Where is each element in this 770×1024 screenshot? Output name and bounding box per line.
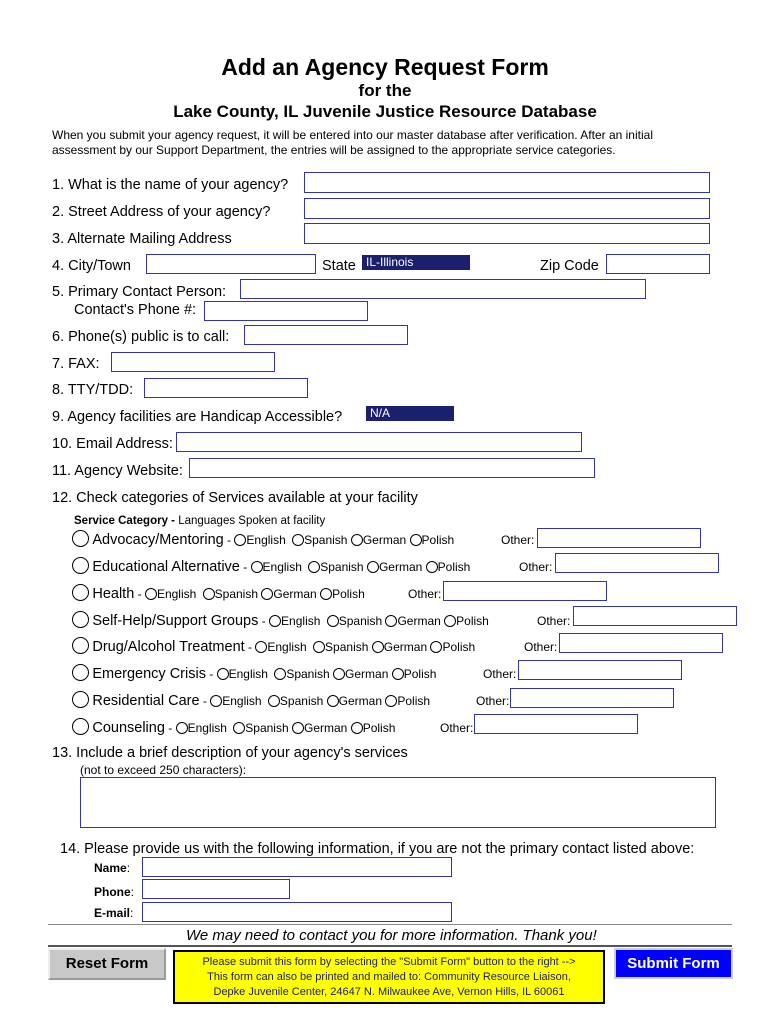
category-label: Drug/Alcohol Treatment <box>92 639 245 655</box>
category-label: Emergency Crisis <box>92 666 206 682</box>
category-radio[interactable] <box>72 557 89 574</box>
reset-button[interactable]: Reset Form <box>48 948 166 980</box>
q1-label: 1. What is the name of your agency? <box>52 177 289 193</box>
polish-radio[interactable] <box>444 615 456 627</box>
german-label: German <box>338 694 382 708</box>
q12-label: 12. Check categories of Services available at your facility <box>52 490 418 506</box>
german-label: German <box>397 614 441 628</box>
service-row-advocacy: Advocacy/Mentoring - English Spanish German Polish <box>72 530 454 548</box>
other-input-residential[interactable] <box>510 688 674 708</box>
primary-contact-input[interactable] <box>240 279 646 299</box>
category-radio[interactable] <box>72 718 89 735</box>
category-label: Self-Help/Support Groups <box>92 613 259 629</box>
service-row-health: Health - English Spanish German Polish <box>72 584 365 602</box>
polish-radio[interactable] <box>426 561 438 573</box>
category-radio[interactable] <box>72 637 89 654</box>
category-radio[interactable] <box>72 691 89 708</box>
polish-label: Polish <box>403 667 437 681</box>
submit-info-line-1: Please submit this form by selecting the "Submit Form" button to the right --> <box>202 956 576 968</box>
city-input[interactable] <box>146 254 316 274</box>
spanish-radio[interactable] <box>308 561 320 573</box>
q2-label: 2. Street Address of your agency? <box>52 204 271 220</box>
other-label: Other: <box>476 694 510 708</box>
form-subtitle-database: Lake County, IL Juvenile Justice Resource Database <box>173 102 597 121</box>
service-row-emergency: Emergency Crisis - English Spanish German Polish <box>72 664 436 682</box>
english-radio[interactable] <box>217 668 229 680</box>
other-input-educational[interactable] <box>555 553 719 573</box>
handicap-select[interactable]: N/A <box>366 406 454 421</box>
english-radio[interactable] <box>176 722 188 734</box>
category-label: Health <box>92 586 135 602</box>
other-input-drug[interactable] <box>559 633 723 653</box>
q6-label: 6. Phone(s) public is to call: <box>52 329 230 345</box>
other-input-advocacy[interactable] <box>537 528 701 548</box>
other-input-counseling[interactable] <box>474 714 638 734</box>
q3-label: 3. Alternate Mailing Address <box>52 231 232 247</box>
english-label: English <box>156 587 197 601</box>
name-label: Name: <box>94 861 131 875</box>
agency-name-input[interactable] <box>304 172 710 193</box>
zip-input[interactable] <box>606 254 710 274</box>
service-row-residential: Residential Care - English Spanish German Polish <box>72 691 430 709</box>
english-label: English <box>228 667 268 681</box>
public-phone-input[interactable] <box>244 325 408 345</box>
german-label: German <box>345 667 389 681</box>
intro-line-1: When you submit your agency request, it will be entered into our master database after verification. After an initial <box>52 128 653 142</box>
alt-email-input[interactable] <box>142 902 452 922</box>
english-label: English <box>222 694 262 708</box>
alt-phone-input[interactable] <box>142 879 290 899</box>
divider <box>48 924 732 925</box>
service-header-bold: Service Category - <box>74 515 179 527</box>
submit-info-line-2: This form can also be printed and mailed to: Community Resource Liaison, <box>207 971 571 983</box>
polish-label: Polish <box>456 614 489 628</box>
category-label: Residential Care <box>92 693 200 709</box>
service-row-drug: Drug/Alcohol Treatment - English Spanish German Polish <box>72 637 475 655</box>
other-label: Other: <box>501 533 535 547</box>
category-radio[interactable] <box>72 584 89 601</box>
other-input-emergency[interactable] <box>518 660 682 680</box>
service-row-educational: Educational Alternative - English Spanish German Polish <box>72 557 470 575</box>
description-textarea[interactable] <box>80 777 716 828</box>
other-label: Other: <box>483 667 517 681</box>
spanish-label: Spanish <box>214 587 259 601</box>
polish-label: Polish <box>437 560 471 574</box>
other-label: Other: <box>440 721 474 735</box>
other-label: Other: <box>408 587 442 601</box>
english-radio[interactable] <box>255 641 267 653</box>
name-label-text: Name <box>94 861 127 875</box>
submit-info-box <box>173 950 605 1004</box>
other-input-selfhelp[interactable] <box>573 606 737 626</box>
q13-label: 13. Include a brief description of your agency's services <box>52 745 408 761</box>
spanish-radio[interactable] <box>274 668 286 680</box>
q14-label: 14. Please provide us with the following information, if you are not the primary contact listed above: <box>60 841 695 857</box>
polish-radio[interactable] <box>320 588 332 600</box>
german-radio[interactable] <box>367 561 379 573</box>
spanish-radio[interactable] <box>268 695 280 707</box>
other-label: Other: <box>524 640 558 654</box>
website-input[interactable] <box>189 458 595 478</box>
german-radio[interactable] <box>292 722 304 734</box>
german-label: German <box>304 721 348 735</box>
spanish-radio[interactable] <box>313 641 325 653</box>
state-label: State <box>322 258 356 274</box>
german-radio[interactable] <box>333 668 345 680</box>
other-label: Other: <box>519 560 553 574</box>
polish-label: Polish <box>332 587 365 601</box>
english-label: English <box>187 721 227 735</box>
polish-radio[interactable] <box>430 641 442 653</box>
spanish-label: Spanish <box>304 533 348 547</box>
q8-label: 8. TTY/TDD: <box>52 382 134 398</box>
zip-label: Zip Code <box>540 258 599 274</box>
spanish-label: Spanish <box>338 614 383 628</box>
street-address-input[interactable] <box>304 198 710 219</box>
polish-label: Polish <box>421 533 455 547</box>
form-subtitle: for the <box>358 81 412 100</box>
spanish-radio[interactable] <box>203 588 215 600</box>
polish-radio[interactable] <box>392 668 404 680</box>
q11-label: 11. Agency Website: <box>52 463 183 479</box>
category-label: Advocacy/Mentoring <box>92 532 224 548</box>
submit-info-line-3: Depke Juvenile Center, 24647 N. Milwaukee Ave, Vernon Hills, IL 60061 <box>213 986 565 998</box>
q10-label: 10. Email Address: <box>52 436 173 452</box>
form-title: Add an Agency Request Form <box>221 54 549 80</box>
spanish-label: Spanish <box>325 640 369 654</box>
divider-2 <box>48 945 732 947</box>
polish-label: Polish <box>442 640 476 654</box>
spanish-label: Spanish <box>320 560 364 574</box>
phone-label-text: Phone <box>94 885 131 899</box>
q9-label: 9. Agency facilities are Handicap Accessible? <box>52 409 343 425</box>
contact-phone-label: Contact's Phone #: <box>74 302 197 318</box>
german-radio[interactable] <box>372 641 384 653</box>
submit-button[interactable]: Submit Form <box>614 948 733 979</box>
q7-label: 7. FAX: <box>52 356 100 372</box>
tty-input[interactable] <box>144 378 308 398</box>
service-header-normal: Languages Spoken at facility <box>178 515 326 527</box>
polish-radio[interactable] <box>410 534 422 546</box>
polish-label: Polish <box>397 694 431 708</box>
category-radio[interactable] <box>72 664 89 681</box>
category-label: Counseling <box>92 720 165 736</box>
german-label: German <box>383 640 428 654</box>
english-radio[interactable] <box>251 561 263 573</box>
contact-note: We may need to contact you for more information. Thank you! <box>186 927 597 944</box>
german-label: German <box>273 587 317 601</box>
polish-radio[interactable] <box>385 695 397 707</box>
spanish-radio[interactable] <box>233 722 245 734</box>
spanish-label: Spanish <box>286 667 330 681</box>
english-label: English <box>281 614 321 628</box>
english-radio[interactable] <box>210 695 222 707</box>
email-label-text: E-mail <box>94 906 131 920</box>
german-radio[interactable] <box>261 588 273 600</box>
polish-label: Polish <box>362 721 396 735</box>
english-radio[interactable] <box>269 615 281 627</box>
spanish-label: Spanish <box>245 721 289 735</box>
english-label: English <box>246 533 286 547</box>
spanish-radio[interactable] <box>292 534 304 546</box>
other-label: Other: <box>537 614 571 628</box>
english-radio[interactable] <box>145 588 157 600</box>
english-label: English <box>262 560 302 574</box>
german-label: German <box>378 560 423 574</box>
german-radio[interactable] <box>351 534 363 546</box>
german-label: German <box>362 533 407 547</box>
service-row-selfhelp: Self-Help/Support Groups - English Spanish German Polish <box>72 611 489 629</box>
intro-line-2: assessment by our Support Department, the entries will be assigned to the appropriate service categories. <box>52 143 616 157</box>
service-row-counseling: Counseling - English Spanish German Polish <box>72 718 395 736</box>
category-radio[interactable] <box>72 611 89 628</box>
category-label: Educational Alternative <box>92 559 240 575</box>
state-select[interactable]: IL-Illinois <box>362 255 470 270</box>
alt-name-input[interactable] <box>142 857 452 877</box>
phone-label: Phone: <box>94 885 135 899</box>
category-radio[interactable] <box>72 530 89 547</box>
german-radio[interactable] <box>327 695 339 707</box>
q5-label: 5. Primary Contact Person: <box>52 284 227 300</box>
contact-phone-input[interactable] <box>204 301 368 321</box>
email-input[interactable] <box>176 432 582 452</box>
spanish-radio[interactable] <box>327 615 339 627</box>
alternate-address-input[interactable] <box>304 223 710 244</box>
other-input-health[interactable] <box>443 581 607 601</box>
spanish-label: Spanish <box>279 694 324 708</box>
service-header <box>74 515 325 527</box>
q13-note: (not to exceed 250 characters): <box>80 763 247 777</box>
fax-input[interactable] <box>111 352 275 372</box>
email-label: E-mail: <box>94 906 134 920</box>
q4-label: 4. City/Town <box>52 258 131 274</box>
english-label: English <box>267 640 307 654</box>
polish-radio[interactable] <box>351 722 363 734</box>
german-radio[interactable] <box>385 615 397 627</box>
english-radio[interactable] <box>234 534 246 546</box>
